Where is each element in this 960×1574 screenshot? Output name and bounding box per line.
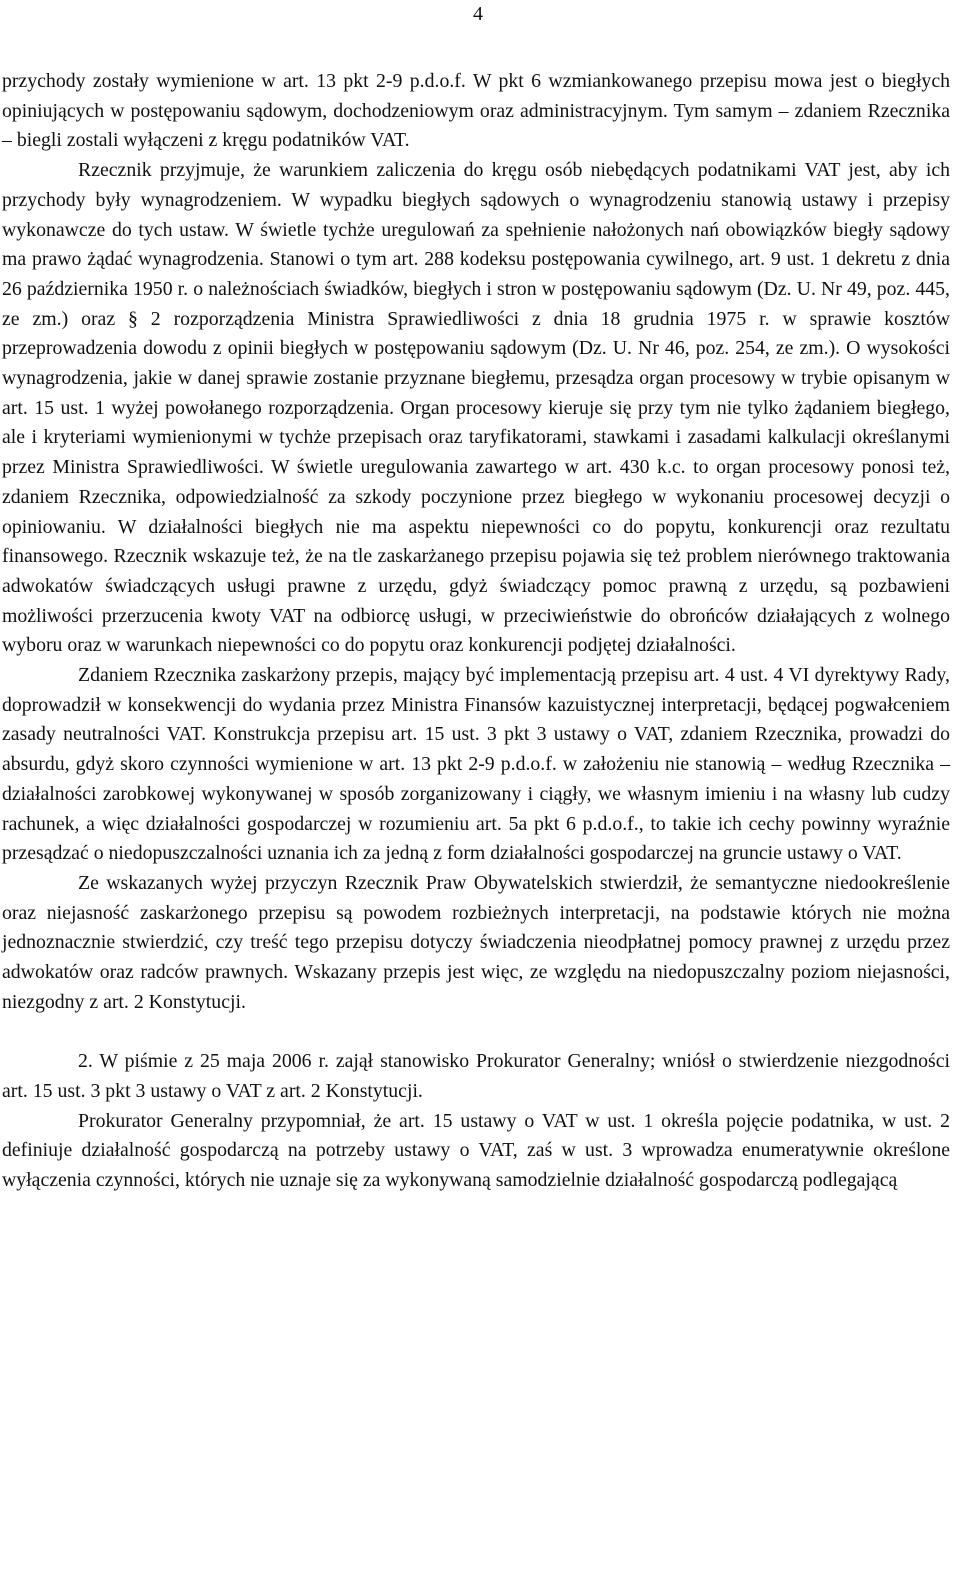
- body-text: [2, 67, 950, 1196]
- page-number: 4: [473, 3, 483, 25]
- paragraph-prokurator-argumenty: Prokurator Generalny przypomniał, że art. 15 ustawy o VAT w ust. 1 określa pojęcie podatnika, w ust. 2 definiuje działalność gospodarczą na potrzeby ustawy o VAT, zaś w ust. 3 wprowadza enumeratywnie określone wyłączenia czynności, których nie uznaje się za wykonywaną samodzielnie działalność gospodarczą podlegającą: [2, 1109, 950, 1191]
- paragraph-prokurator-stanowisko: 2. W piśmie z 25 maja 2006 r. zajął stanowisko Prokurator Generalny; wniósł o stwierdzenie niezgodności art. 15 ust. 3 pkt 3 ustawy o VAT z art. 2 Konstytucji.: [2, 1050, 950, 1102]
- paragraph-konkluzja-rzecznika: Ze wskazanych wyżej przyczyn Rzecznik Praw Obywatelskich stwierdził, że semantyczne niedookreślenie oraz niejasność zaskarżonego przepisu są powodem rozbieżnych interpretacji, na podstawie których nie można jednoznacznie stwierdzić, czy treść tego przepisu dotyczy świadczenia nieodpłatnej pomocy prawnej z urzędu przez adwokatów oraz radców prawnych. Wskazany przepis jest więc, ze względu na niedopuszczalny poziom niejasności, niezgodny z art. 2 Konstytucji.: [2, 871, 950, 1013]
- paragraph-wynagrodzenie: Rzecznik przyjmuje, że warunkiem zaliczenia do kręgu osób niebędących podatnikami VAT jest, aby ich przychody były wynagrodzeniem. W wypadku biegłych sądowych o wynagrodzeniu stanowią ustawy i przepisy wykonawcze do tych ustaw. W świetle tychże uregulowań za spełnienie nałożonych nań obowiązków biegły sądowy ma prawo żądać wynagrodzenia. Stanowi o tym art. 288 kodeksu postępowania cywilnego, art. 9 ust. 1 dekretu z dnia 26 października 1950 r. o należnościach świadków, biegłych i stron w postępowaniu sądowym (Dz. U. Nr 49, poz. 445, ze zm.) oraz § 2 rozporządzenia Ministra Sprawiedliwości z dnia 18 grudnia 1975 r. w sprawie kosztów przeprowadzenia dowodu z opinii biegłych w postępowaniu sądowym (Dz. U. Nr 46, poz. 254, ze zm.). O wysokości wynagrodzenia, jakie w danej sprawie zostanie przyznane biegłemu, przesądza organ procesowy w trybie opisanym w art. 15 ust. 1 wyżej powołanego rozporządzenia. Organ procesowy kieruje się przy tym nie tylko żądaniem biegłego, ale i kryteriami wymienionymi w tychże przepisach oraz taryfikatorami, stawkami i zasadami kalkulacji określanymi przez Ministra Sprawiedliwości. W świetle uregulowania zawartego w art. 430 k.c. to organ procesowy ponosi też, zdaniem Rzecznika, odpowiedzialność za szkody poczynione przez biegłego w wykonaniu procesowej decyzji o opiniowaniu. W działalności biegłych nie ma aspektu niepewności co do popytu, konkurencji oraz rezultatu finansowego. Rzecznik wskazuje też, że na tle zaskarżanego przepisu pojawia się też problem nierównego traktowania adwokatów świadczących usługi prawne z urzędu, gdyż świadczący pomoc prawną z urzędu, są pozbawieni możliwości przerzucenia kwoty VAT na odbiorcę usługi, w przeciwieństwie do obrońców działających z wolnego wyboru oraz w warunkach niepewności co do popytu oraz konkurencji podjętej działalności.: [2, 159, 950, 657]
- paragraph-continuation: przychody zostały wymienione w art. 13 pkt 2-9 p.d.o.f. W pkt 6 wzmiankowanego przepisu mowa jest o biegłych opiniujących w postępowaniu sądowym, dochodzeniowym oraz administracyjnym. Tym samym – zdaniem Rzecznika – biegli zostali wyłączeni z kręgu podatników VAT.: [2, 70, 950, 152]
- paragraph-dyrektywa: Zdaniem Rzecznika zaskarżony przepis, mający być implementacją przepisu art. 4 ust. 4 VI dyrektywy Rady, doprowadził w konsekwencji do wydania przez Ministra Finansów kazuistycznej interpretacji, będącej pogwałceniem zasady neutralności VAT. Konstrukcja przepisu art. 15 ust. 3 pkt 3 ustawy o VAT, zdaniem Rzecznika, prowadzi do absurdu, gdyż skoro czynności wymienione w art. 13 pkt 2-9 p.d.o.f. w założeniu nie stanowią – według Rzecznika – działalności zarobkowej wykonywanej w sposób zorganizowany i ciągły, we własnym imieniu i na własny lub cudzy rachunek, a więc działalności gospodarczej w rozumieniu art. 5a pkt 6 p.d.o.f., to takie ich cechy powinny wyraźnie przesądzać o niedopuszczalności uznania ich za jedną z form działalności gospodarczej na gruncie ustawy o VAT.: [2, 664, 950, 865]
